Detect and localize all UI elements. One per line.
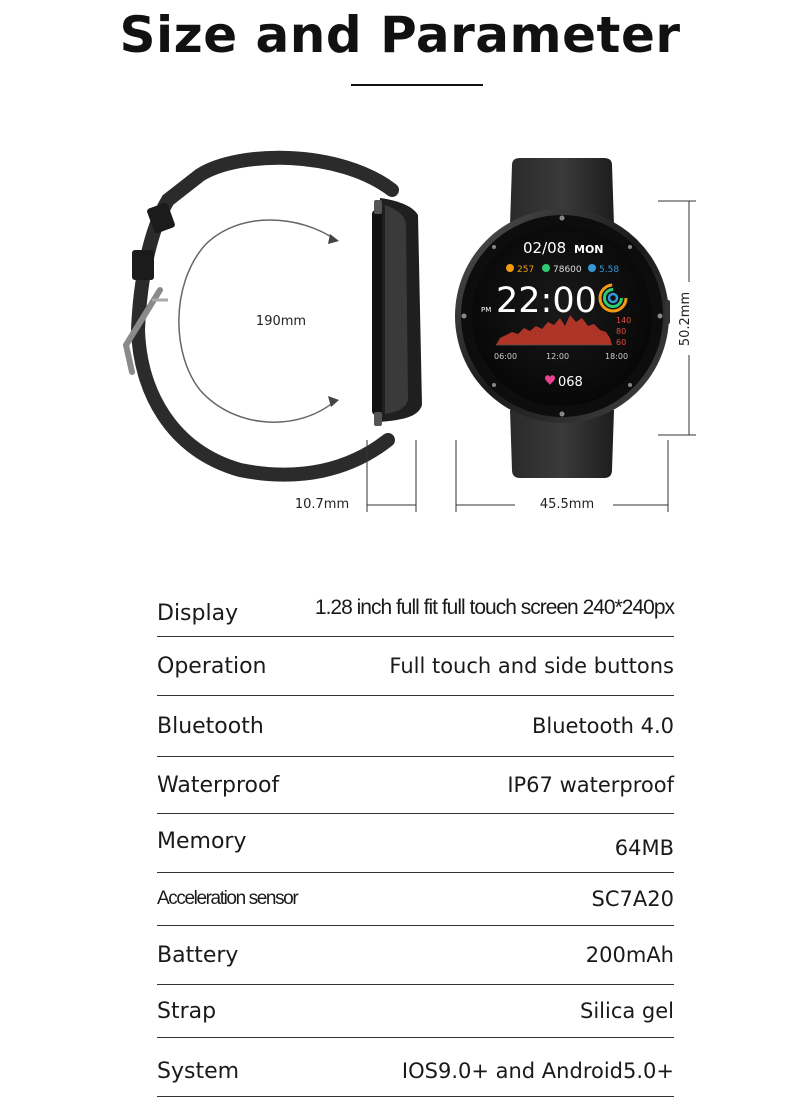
heart-scale-mid: 80 (616, 327, 627, 336)
screen-time: 22:00 (496, 281, 597, 321)
calorie-icon (506, 264, 514, 272)
spec-label: Acceleration sensor (157, 888, 298, 909)
spec-label: System (157, 1058, 240, 1084)
time-axis-mid: 12:00 (546, 352, 570, 361)
side-button[interactable] (665, 300, 670, 324)
spec-value: Bluetooth 4.0 (531, 714, 674, 738)
spec-row-system (157, 1038, 674, 1097)
width-label: 45.5mm (539, 497, 595, 512)
spec-row-operation (157, 637, 674, 696)
thickness-label: 10.7mm (294, 497, 350, 512)
heart-scale-high: 140 (616, 316, 632, 325)
spec-label: Operation (157, 653, 267, 679)
spec-row-display (157, 578, 674, 637)
spec-row-strap (157, 985, 674, 1038)
spec-row-battery (157, 926, 674, 985)
spec-value: SC7A20 (591, 887, 674, 911)
time-axis-end: 18:00 (605, 352, 629, 361)
spec-value: Silica gel (579, 999, 674, 1023)
spec-label: Memory (157, 828, 247, 854)
strap-length-label: 190mm (255, 314, 307, 329)
spec-value: 1.28 inch full fit full touch screen 240*240px (314, 596, 674, 619)
watch-side-view (126, 158, 422, 475)
spec-row-acceleration-sensor (157, 873, 674, 926)
spec-value: 200mAh (585, 943, 674, 967)
spec-value: Full touch and side buttons (389, 654, 674, 678)
screen-distance: 5.58 (599, 265, 620, 275)
page-title: Size and Parameter (119, 6, 681, 64)
spec-table (157, 578, 674, 1097)
spec-label: Strap (157, 998, 217, 1024)
distance-icon (588, 264, 596, 272)
height-label: 50.2mm (678, 291, 693, 347)
spec-label: Bluetooth (157, 713, 264, 739)
time-axis-start: 06:00 (494, 352, 518, 361)
spec-row-waterproof (157, 757, 674, 814)
spec-value: IP67 waterproof (507, 773, 674, 797)
spec-label: Waterproof (157, 772, 280, 798)
watch-front-view (455, 158, 670, 478)
screen-heart-rate: 068 (558, 375, 583, 390)
spec-value: IOS9.0+ and Android5.0+ (401, 1059, 674, 1083)
screen-day: MON (574, 243, 604, 256)
spec-value: 64MB (614, 836, 674, 860)
spec-row-memory (157, 814, 674, 873)
heart-scale-low: 60 (616, 338, 627, 347)
screen-date: 02/08 (523, 239, 567, 257)
spec-row-bluetooth (157, 696, 674, 757)
screen-calories: 257 (517, 265, 535, 275)
spec-label: Battery (157, 942, 239, 968)
screen-period: PM (481, 306, 492, 314)
screen-steps: 78600 (553, 265, 582, 275)
spec-label: Display (157, 600, 239, 626)
strap-keeper-bottom (132, 250, 154, 280)
steps-icon (542, 264, 550, 272)
